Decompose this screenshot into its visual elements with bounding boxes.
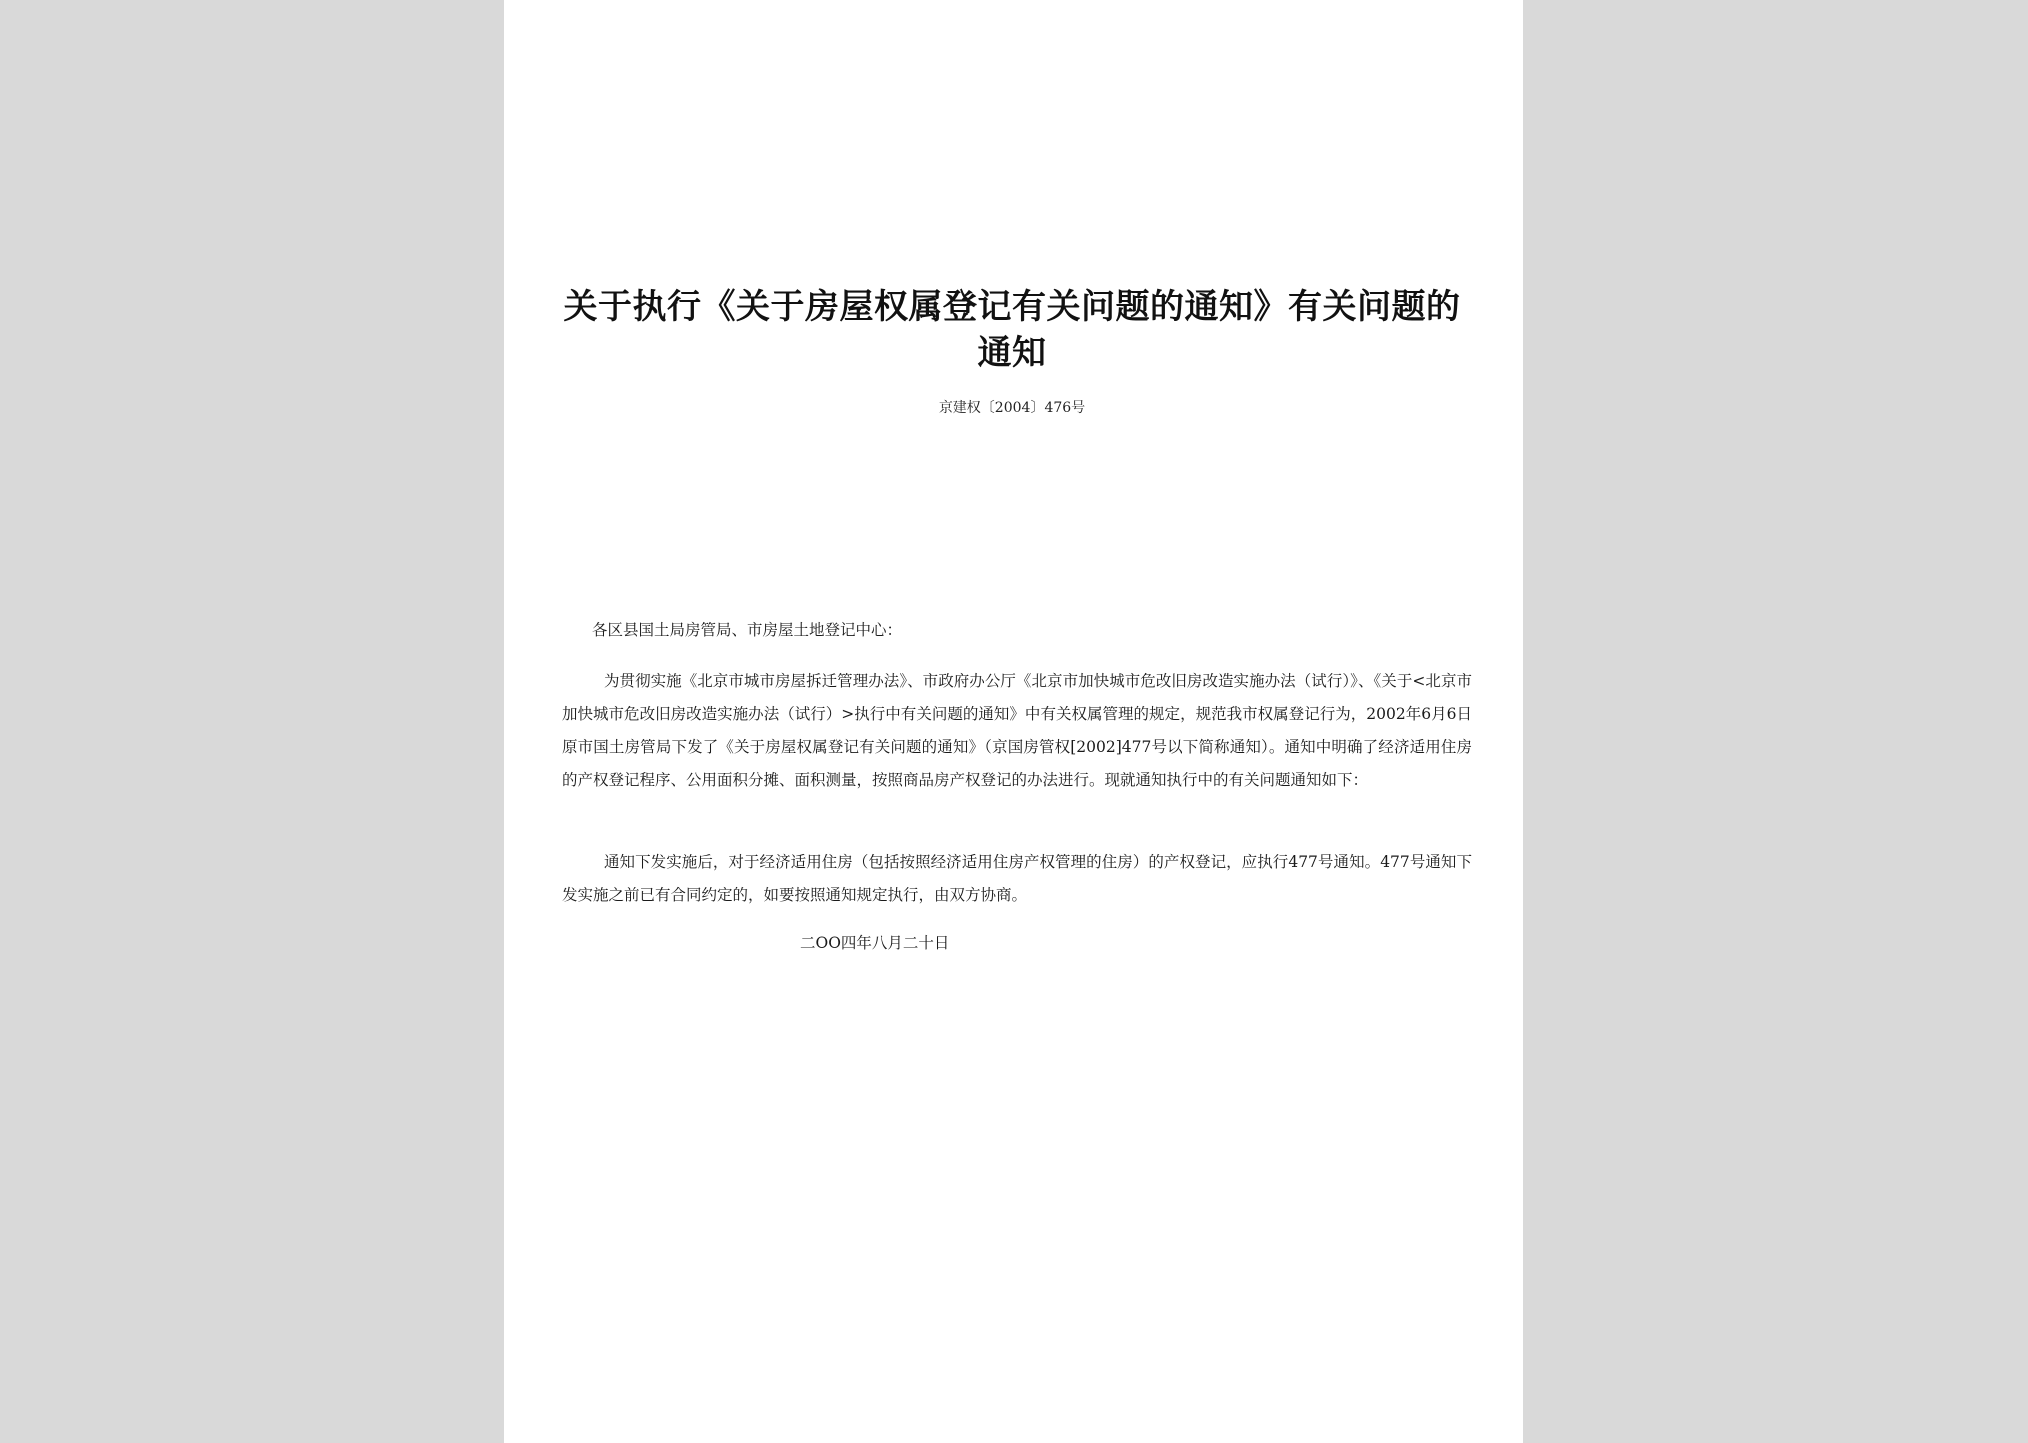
paragraph-1: 为贯彻实施《北京市城市房屋拆迁管理办法》、市政府办公厅《北京市加快城市危改旧房改造实施办法（试行）》、《关于<北京市加快城市危改旧房改造实施办法（试行）>执行中有关问题的通知》中有关权属管理的规定，规范我市权属登记行为，2002年6月6日原市国土房管局下发了《关于房屋权属登记有关问题的通知》（京国房管权[2002]477号以下简称通知）。通知中明确了经济适用住房的产权登记程序、公用面积分摊、面积测量，按照商品房产权登记的办法进行。现就通知执行中的有关问题通知如下： (562, 672, 1472, 789)
document-title: 关于执行《关于房屋权属登记有关问题的通知》有关问题的通知 (563, 287, 1461, 373)
document-date: 二OO四年八月二十日 (800, 934, 950, 952)
document-number: 京建权〔2004〕476号 (938, 400, 1086, 416)
paragraph-2: 通知下发实施后，对于经济适用住房（包括按照经济适用住房产权管理的住房）的产权登记，应执行477号通知。477号通知下发实施之前已有合同约定的，如要按照通知规定执行，由双方协商。 (562, 853, 1472, 904)
salutation: 各区县国土局房管局、市房屋土地登记中心： (592, 621, 903, 639)
